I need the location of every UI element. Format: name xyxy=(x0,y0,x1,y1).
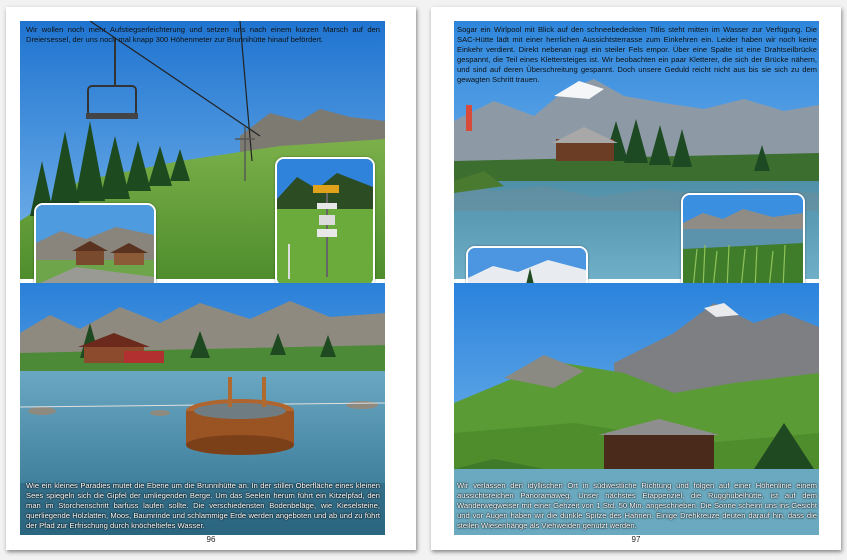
lake-grass-inset-photo xyxy=(681,193,805,291)
right-top-text: Sogar ein Wirlpool mit Blick auf den schneebedeckten Titlis steht mitten im Wasser zur Verfügung. Die SAC-Hütte lädt mit einer herrlichen Aussichtsterrasse zum Einkehren ein. Leider haben wir noch keine Einkehr verdient. Direkt nebenan ragt ein steiler Fels empor. Über eine Spalte ist eine Drahtseilbrücke gespannt, die Teil eines Klettersteiges ist. Wir beobachten ein paar Kletterer, die sich der Brücke nähern, und sind auf deren Überschreitung gespannt. Doch unsere Geduld reicht nicht aus bis sie sich zu dem gewagten Schritt trauen. xyxy=(457,25,817,84)
left-bottom-text: Wie ein kleines Paradies mutet die Ebene um die Brunnihütte an. In der stillen Oberfläche eines kleinen Sees spiegeln sich die Gipfel der umliegenden Berge. Um das Seelein herum führt ein Kitzelpfad, den man im Storchenschritt barfuss laufen sollte. Die verschiedensten Bodenbeläge, wie Kieselsteine, querliegende Holzlatten, Moos, Baumrinde und schlammige Erde werden angeboten und ab und zu führt der Pfad zur Erfrischung durch knöcheltiefes Wasser. xyxy=(26,481,380,530)
left-page xyxy=(6,7,416,550)
page-number-left: 96 xyxy=(206,535,216,544)
right-bottom-text: Wir verlassen den idyllischen Ort in südwestliche Richtung und folgen auf einer Höhenlinie einem aussichtsreichen Panoramaweg. Unser nächstes Etappenziel, die Rugghubelhütte, ist auf dem Wanderwegweiser mit einer Gehzeit von 1 Std. 50 Min. angeschrieben. Die Sonne scheint uns ins Gesicht und vor Augen haben wir die dunkle Spitze des Hahnen. Einige Drehkreuze deuten darauf hin, dass die steilen Wiesenhänge als Viehweiden genutzt werden. xyxy=(457,481,817,530)
signpost-inset-photo xyxy=(275,157,375,287)
left-top-text: Wir wollen noch mehr Aufstiegserleichterung und setzen uns nach einem kurzen Marsch auf den Dreiersessel, der uns noch mal knapp 300 Höhenmeter zur Brunnihütte hinauf befördert. xyxy=(26,25,380,44)
right-page xyxy=(431,7,841,550)
page-number-right: 97 xyxy=(631,535,641,544)
